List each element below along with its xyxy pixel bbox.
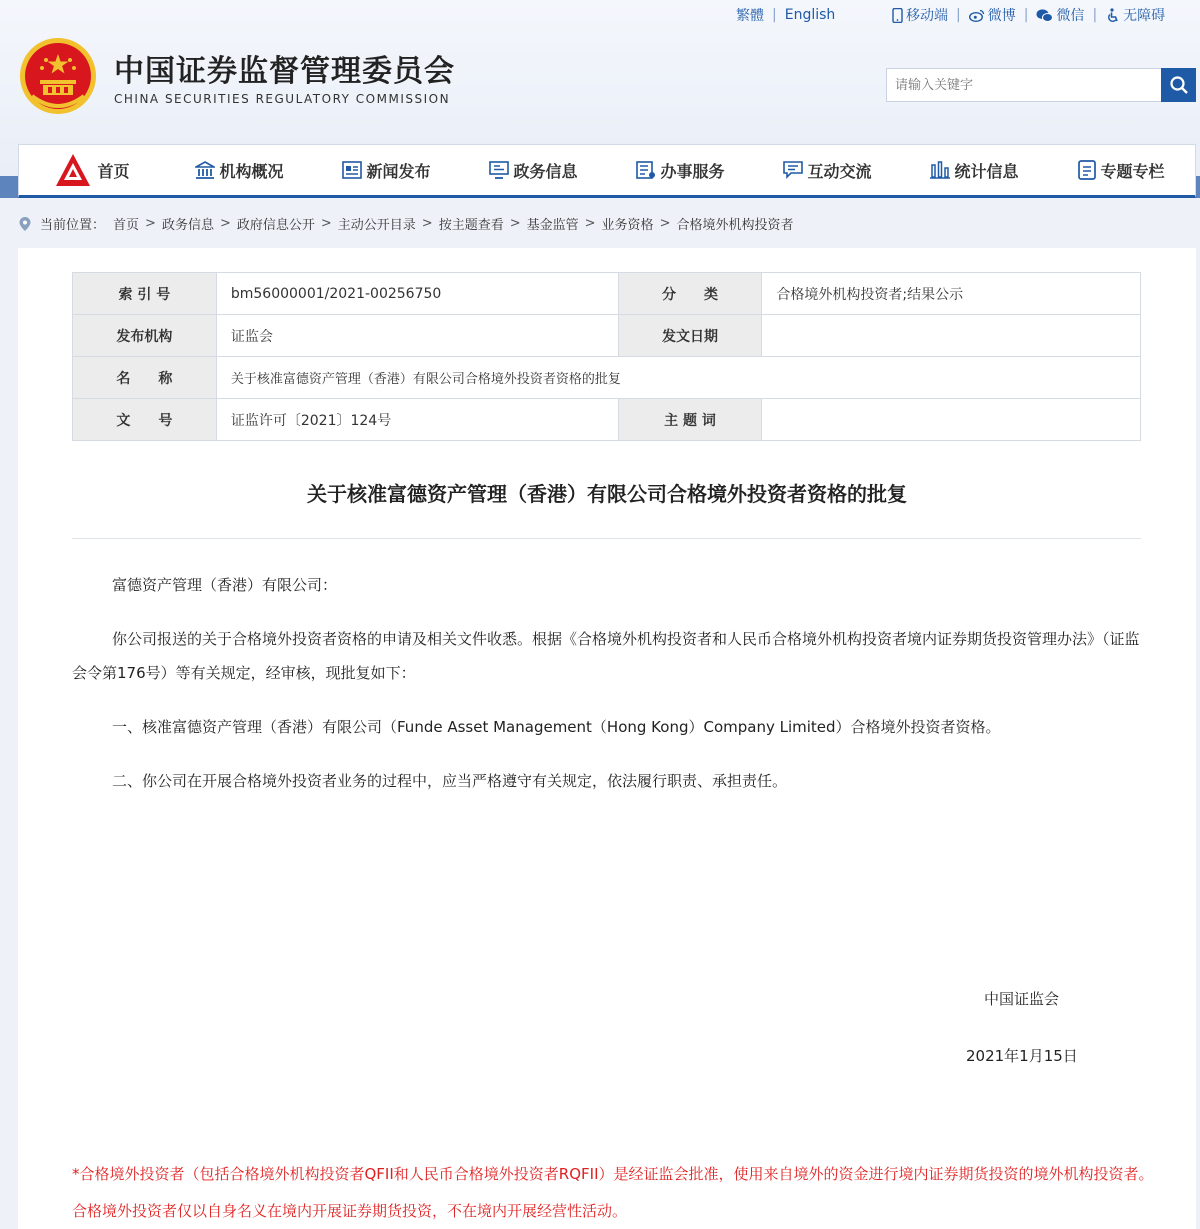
site-subtitle: CHINA SECURITIES REGULATORY COMMISSION [114, 92, 451, 106]
footnote: *合格境外投资者（包括合格境外机构投资者QFII和人民币合格境外投资者RQFII）是经证监会批准，使用来自境外的资金进行境内证券期货投资的境外机构投资者。合格境外投资者仅以自身名义在境内开展证券期货投资，不在境内开展经营性活动。 [72, 1165, 1154, 1220]
bar-chart-icon [930, 161, 950, 179]
mobile-icon [892, 8, 903, 23]
search-input[interactable] [886, 68, 1162, 102]
divider: | [1023, 7, 1029, 23]
nav-label: 互动交流 [807, 161, 872, 181]
location-pin-icon [18, 216, 32, 232]
search-button[interactable] [1161, 68, 1196, 102]
nav-item-home[interactable] [19, 153, 166, 187]
mobile-link[interactable] [892, 5, 948, 25]
table-row [73, 315, 1141, 357]
chat-icon [783, 161, 803, 179]
document-icon [1078, 160, 1096, 180]
weibo-label: 微博 [987, 8, 1016, 24]
breadcrumb-separator: > [421, 216, 433, 231]
approval-item-2: 二、你公司在开展合格境外投资者业务的过程中，应当严格遵守有关规定，依法履行职责、承担责任。 [112, 772, 788, 790]
traditional-chinese-link[interactable]: 繁體 [736, 8, 764, 24]
name-label: 名 称 [73, 357, 217, 399]
keywords-label: 主 题 词 [618, 399, 762, 441]
breadcrumb-separator: > [145, 216, 156, 231]
institution-icon [195, 161, 215, 179]
signature-date: 2021年1月15日 [966, 1047, 1078, 1065]
date-label: 发文日期 [618, 315, 762, 357]
news-icon [342, 161, 362, 179]
body-paragraph: 你公司报送的关于合格境外投资者资格的申请及相关文件收悉。根据《合格境外机构投资者和人民币合格境外机构投资者境内证券期货投资管理办法》（证监会令第176号）等有关规定，经审核，现批复如下： [72, 630, 1140, 682]
search-icon [1169, 75, 1189, 95]
monitor-icon [489, 161, 509, 179]
mobile-label: 移动端 [906, 8, 948, 24]
nav-label: 办事服务 [660, 161, 725, 181]
breadcrumb-separator: > [320, 216, 332, 231]
document-number-label: 文 号 [73, 399, 217, 441]
breadcrumb-separator: > [509, 216, 521, 231]
breadcrumb-prefix: 当前位置： [40, 218, 106, 233]
breadcrumb-item[interactable]: 政府信息公开 [236, 218, 315, 233]
table-row [73, 357, 1141, 399]
breadcrumb-item[interactable]: 政务信息 [161, 218, 214, 233]
document-number-value: 证监许可〔2021〕124号 [216, 399, 618, 441]
date-value [762, 315, 1141, 357]
breadcrumb-item[interactable]: 主动公开目录 [337, 218, 416, 233]
nav-item-interaction[interactable] [754, 159, 901, 182]
document-title: 关于核准富德资产管理（香港）有限公司合格境外投资者资格的批复 [307, 482, 907, 506]
category-label: 分 类 [618, 273, 762, 315]
breadcrumb-separator: > [659, 216, 671, 231]
home-logo-icon [55, 153, 91, 187]
language-links [736, 5, 835, 25]
breadcrumb-item[interactable]: 业务资格 [601, 218, 654, 233]
breadcrumb-item[interactable]: 首页 [113, 218, 140, 233]
accessibility-link[interactable] [1105, 5, 1165, 25]
nav-label: 统计信息 [954, 161, 1019, 181]
divider: | [772, 7, 777, 23]
divider: | [956, 7, 961, 23]
main-navigation [18, 144, 1196, 198]
national-emblem-logo[interactable] [18, 36, 98, 116]
name-value: 关于核准富德资产管理（香港）有限公司合格境外投资者资格的批复 [216, 357, 1140, 399]
signature-organization: 中国证监会 [984, 990, 1060, 1008]
nav-item-government-info[interactable] [460, 159, 607, 182]
english-link[interactable]: English [784, 7, 836, 23]
weibo-link[interactable] [969, 5, 1016, 25]
index-value: bm56000001/2021-00256750 [216, 273, 618, 315]
breadcrumb-separator: > [219, 216, 231, 231]
nav-label: 专题专栏 [1100, 161, 1165, 181]
breadcrumb-item[interactable]: 按主题查看 [438, 218, 504, 233]
nav-item-services[interactable] [607, 159, 754, 182]
wechat-icon [1036, 9, 1053, 22]
nav-label: 新闻发布 [366, 161, 431, 181]
nav-label: 政务信息 [513, 161, 578, 181]
accessibility-label: 无障碍 [1123, 8, 1166, 24]
breadcrumb-item[interactable]: 合格境外机构投资者 [676, 218, 794, 233]
nav-item-news[interactable] [313, 159, 460, 182]
breadcrumb-separator: > [584, 216, 596, 231]
table-row [73, 399, 1141, 441]
keywords-value [762, 399, 1141, 441]
breadcrumb [18, 214, 793, 233]
divider [72, 538, 1141, 539]
category-value: 合格境外机构投资者;结果公示 [762, 273, 1141, 315]
wechat-link[interactable] [1036, 5, 1084, 25]
accessibility-icon [1105, 8, 1120, 23]
index-label: 索 引 号 [73, 273, 217, 315]
article-content [18, 248, 1196, 1229]
nav-item-topics[interactable] [1048, 159, 1195, 182]
site-title: 中国证券监督管理委员会 [114, 54, 455, 89]
wechat-label: 微信 [1056, 8, 1085, 24]
nav-label: 机构概况 [219, 161, 284, 181]
breadcrumb-item[interactable]: 基金监管 [526, 218, 579, 233]
salutation: 富德资产管理（香港）有限公司： [112, 576, 338, 594]
divider: | [1092, 7, 1098, 23]
issuer-label: 发布机构 [73, 315, 217, 357]
document-metadata-table [72, 272, 1141, 441]
nav-item-about[interactable] [166, 159, 313, 182]
weibo-icon [969, 9, 985, 22]
nav-item-statistics[interactable] [901, 159, 1048, 182]
nav-label: 首页 [97, 161, 130, 181]
issuer-value: 证监会 [216, 315, 618, 357]
utility-links [892, 5, 1165, 25]
service-list-icon [636, 161, 656, 179]
table-row [73, 273, 1141, 315]
approval-item-1: 一、核准富德资产管理（香港）有限公司（Funde Asset Management（Hong Kong）Company Limited）合格境外投资者资格。 [112, 718, 1001, 736]
